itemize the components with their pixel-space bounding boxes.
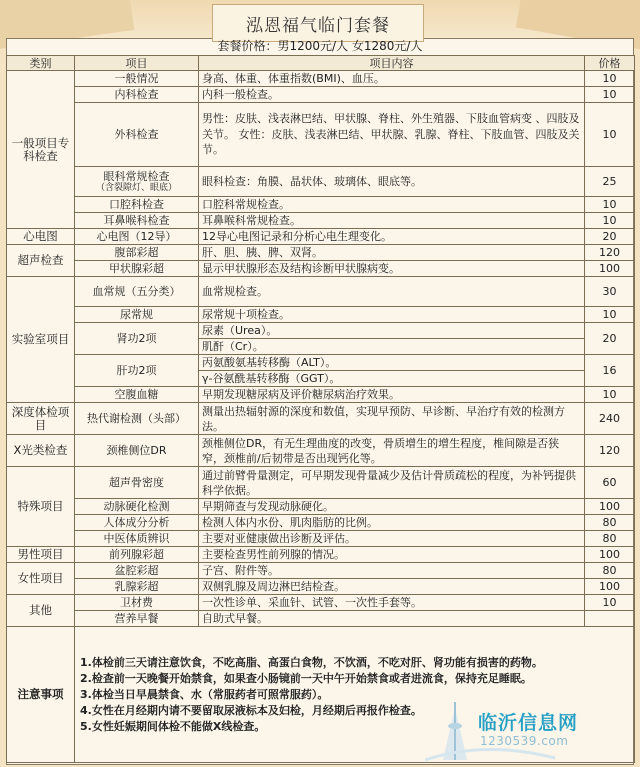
item-content: 检测人体内水份、肌肉脂肪的比例。 bbox=[199, 515, 585, 531]
table-row bbox=[7, 87, 635, 103]
item-name: 口腔科检查 bbox=[75, 197, 199, 213]
item-name: 眼科常规检查 bbox=[103, 169, 170, 183]
table-row bbox=[7, 197, 635, 213]
category-female: 女性项目 bbox=[7, 563, 75, 595]
item-content: 通过前臂骨量测定，可早期发现骨量减少及估计骨质疏松的程度，为补钙提供科学依据。 bbox=[199, 467, 585, 499]
item-content: 肝、胆、胰、脾、双肾。 bbox=[199, 245, 585, 261]
item-content: 男性：皮肤、浅表淋巴结、甲状腺、脊柱、外生殖器、下肢血管病变 、四肢及关节。 女性：皮肤、浅表淋巴结、甲状腺、乳腺、脊柱、下肢血管、四肢及关节。 bbox=[199, 103, 585, 167]
item-price: 10 bbox=[585, 103, 635, 167]
table-row bbox=[7, 547, 635, 563]
table-row bbox=[7, 103, 635, 167]
item-note: （含裂隙灯、眼底） bbox=[95, 182, 177, 193]
table-row bbox=[7, 71, 635, 87]
header-price: 价格 bbox=[585, 56, 635, 71]
item-price: 10 bbox=[585, 307, 635, 323]
item-name: 肝功2项 bbox=[75, 355, 199, 387]
table-row bbox=[7, 167, 635, 197]
item-content: 主要对亚健康做出诊断及评估。 bbox=[199, 531, 585, 547]
category-deep-exam: 深度体检项目 bbox=[7, 403, 75, 435]
item-content: 显示甲状腺形态及结构诊断甲状腺病变。 bbox=[199, 261, 585, 277]
table-row bbox=[7, 355, 635, 371]
table-row bbox=[7, 499, 635, 515]
package-price: 套餐价格：男1200元/人 女1280元/人 bbox=[217, 39, 423, 53]
item-name: 耳鼻喉科检查 bbox=[75, 213, 199, 229]
notes-label: 注意事项 bbox=[7, 627, 75, 763]
item-price: 10 bbox=[585, 197, 635, 213]
category-xray: X光类检查 bbox=[7, 435, 75, 467]
item-price: 120 bbox=[585, 435, 635, 467]
item-price: 120 bbox=[585, 245, 635, 261]
item-price: 30 bbox=[585, 277, 635, 307]
item-price: 16 bbox=[585, 355, 635, 387]
item-content: 一次性诊单、采血针、试管、一次性手套等。 bbox=[199, 595, 585, 611]
item-content: 测量出热辐射源的深度和数值，实现早预防、早诊断、早治疗有效的检测方法。 bbox=[199, 403, 585, 435]
item-price: 100 bbox=[585, 579, 635, 595]
header-content: 项目内容 bbox=[199, 56, 585, 71]
note-item: 3.体检当日早晨禁食、水（常服药者可照常服药）。 bbox=[80, 687, 329, 701]
item-price: 10 bbox=[585, 213, 635, 229]
table-row bbox=[7, 229, 635, 245]
item-name: 动脉硬化检测 bbox=[75, 499, 199, 515]
item-price: 10 bbox=[585, 87, 635, 103]
table-row bbox=[7, 403, 635, 435]
page-title: 泓恩福气临门套餐 bbox=[212, 4, 424, 42]
item-price: 80 bbox=[585, 531, 635, 547]
table-row bbox=[7, 387, 635, 403]
table-row bbox=[7, 531, 635, 547]
item-content: 耳鼻喉科常规检查。 bbox=[199, 213, 585, 229]
category-special: 特殊项目 bbox=[7, 467, 75, 547]
item-name: 肾功2项 bbox=[75, 323, 199, 355]
note-item: 4.女性在月经期内请不要留取尿液标本及妇检，月经期后再报作检查。 bbox=[80, 703, 422, 717]
item-name: 乳腺彩超 bbox=[75, 579, 199, 595]
item-price: 20 bbox=[585, 229, 635, 245]
item-name-with-note bbox=[75, 167, 199, 197]
item-name: 血常规（五分类） bbox=[75, 277, 199, 307]
item-name: 前列腺彩超 bbox=[75, 547, 199, 563]
item-content: 主要检查男性前列腺的情况。 bbox=[199, 547, 585, 563]
item-content: 身高、体重、体重指数(BMI)、血压。 bbox=[199, 71, 585, 87]
item-price bbox=[585, 611, 635, 627]
item-name: 盆腔彩超 bbox=[75, 563, 199, 579]
item-price: 60 bbox=[585, 467, 635, 499]
table-row bbox=[7, 515, 635, 531]
item-price: 10 bbox=[585, 595, 635, 611]
item-price: 240 bbox=[585, 403, 635, 435]
item-content: 丙氨酸氨基转移酶（ALT）。 bbox=[199, 355, 585, 371]
item-name: 内科检查 bbox=[75, 87, 199, 103]
item-content: 肌酐（Cr）。 bbox=[199, 339, 585, 355]
note-item: 5.女性妊娠期间体检不能做X线检查。 bbox=[80, 719, 266, 733]
item-content: 子宫、附件等。 bbox=[199, 563, 585, 579]
table-row bbox=[7, 307, 635, 323]
item-content: 双侧乳腺及周边淋巴结检查。 bbox=[199, 579, 585, 595]
table-row bbox=[7, 435, 635, 467]
item-price: 80 bbox=[585, 563, 635, 579]
category-general: 一般项目专科检查 bbox=[7, 71, 75, 229]
item-content: γ-谷氨酰基转移酶（GGT）。 bbox=[199, 371, 585, 387]
item-name: 一般情况 bbox=[75, 71, 199, 87]
item-content: 眼科检查：角膜、晶状体、玻璃体、眼底等。 bbox=[199, 167, 585, 197]
category-ecg: 心电图 bbox=[7, 229, 75, 245]
category-ultrasound: 超声检查 bbox=[7, 245, 75, 277]
item-price: 10 bbox=[585, 71, 635, 87]
item-name: 腹部彩超 bbox=[75, 245, 199, 261]
header-item: 项目 bbox=[75, 56, 199, 71]
item-content: 内科一般检查。 bbox=[199, 87, 585, 103]
item-name: 颈椎侧位DR bbox=[75, 435, 199, 467]
item-content: 颈椎侧位DR，有无生理曲度的改变，骨质增生的增生程度，椎间隙是否狭窄，颈椎前/后韧带是否出现钙化等。 bbox=[199, 435, 585, 467]
note-item: 2.检查前一天晚餐开始禁食，如果查小肠镜前一天中午开始禁食或者进流食，保持充足睡眠。 bbox=[80, 671, 532, 685]
item-price: 100 bbox=[585, 547, 635, 563]
item-name: 人体成分分析 bbox=[75, 515, 199, 531]
exam-package-table bbox=[6, 55, 635, 763]
item-content: 尿常规十项检查。 bbox=[199, 307, 585, 323]
item-price: 25 bbox=[585, 167, 635, 197]
table-row bbox=[7, 213, 635, 229]
table-row bbox=[7, 595, 635, 611]
item-content: 血常规检查。 bbox=[199, 277, 585, 307]
item-name: 卫材费 bbox=[75, 595, 199, 611]
item-name: 营养早餐 bbox=[75, 611, 199, 627]
item-content: 自助式早餐。 bbox=[199, 611, 585, 627]
watermark-url: 1230539.com bbox=[480, 734, 569, 748]
item-content: 口腔科常规检查。 bbox=[199, 197, 585, 213]
item-price: 100 bbox=[585, 261, 635, 277]
table-row bbox=[7, 261, 635, 277]
item-content: 12导心电图记录和分析心电生理变化。 bbox=[199, 229, 585, 245]
item-name: 甲状腺彩超 bbox=[75, 261, 199, 277]
item-name: 热代谢检测（头部） bbox=[75, 403, 199, 435]
item-name: 超声骨密度 bbox=[75, 467, 199, 499]
category-male: 男性项目 bbox=[7, 547, 75, 563]
item-name: 心电图（12导） bbox=[75, 229, 199, 245]
item-name: 尿常规 bbox=[75, 307, 199, 323]
table-row bbox=[7, 579, 635, 595]
item-content: 早期筛查与发现动脉硬化。 bbox=[199, 499, 585, 515]
table-row bbox=[7, 277, 635, 307]
item-price: 20 bbox=[585, 323, 635, 355]
item-price: 100 bbox=[585, 499, 635, 515]
watermark-site-name: 临沂信息网 bbox=[478, 712, 579, 734]
table-row bbox=[7, 467, 635, 499]
table-row bbox=[7, 563, 635, 579]
table-row bbox=[7, 245, 635, 261]
table-row bbox=[7, 611, 635, 627]
table-row bbox=[7, 323, 635, 339]
header-category: 类别 bbox=[7, 56, 75, 71]
item-price: 80 bbox=[585, 515, 635, 531]
note-item: 1.体检前三天请注意饮食，不吃高脂、高蛋白食物，不饮酒，不吃对肝、肾功能有损害的药物。 bbox=[80, 655, 543, 669]
item-name: 中医体质辨识 bbox=[75, 531, 199, 547]
item-price: 10 bbox=[585, 387, 635, 403]
category-other: 其他 bbox=[7, 595, 75, 627]
table-header-row bbox=[7, 56, 635, 71]
category-lab: 实验室项目 bbox=[7, 277, 75, 403]
item-content: 尿素（Urea）。 bbox=[199, 323, 585, 339]
item-name: 外科检查 bbox=[75, 103, 199, 167]
item-name: 空腹血糖 bbox=[75, 387, 199, 403]
item-content: 早期发现糖尿病及评价糖尿病治疗效果。 bbox=[199, 387, 585, 403]
